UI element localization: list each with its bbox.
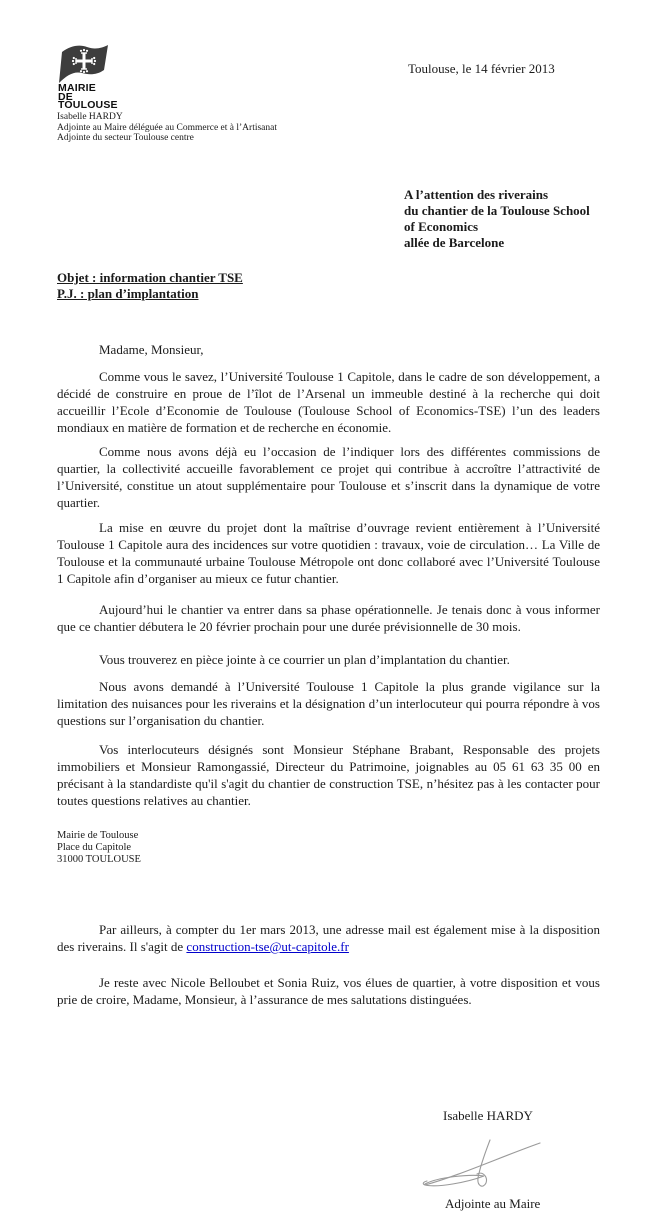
- address-line: 31000 TOULOUSE: [57, 854, 141, 865]
- recipient-line: of Economics: [404, 219, 479, 234]
- sender-title-1: Adjointe au Maire déléguée au Commerce et à l’Artisanat: [57, 122, 277, 133]
- paragraph-email: [57, 921, 600, 955]
- paragraph-1: Comme vous le savez, l’Université Toulouse 1 Capitole, dans le cadre de son développement, a décidé de construire en proue de l’îlot de l’Arsenal un immeuble destiné à la recherche qui doit accueillir l’Ecole d’Economie de Toulouse (Toulouse School of Economics-TSE) l’un des leaders mondiaux en matière de formation et de recherche en économie.: [57, 369, 600, 435]
- address-line: Place du Capitole: [57, 842, 132, 853]
- logo-word-de: DE: [58, 90, 73, 103]
- email-paragraph-text: Par ailleurs, à compter du 1er mars 2013, une adresse mail est également mise à la disposition des riverains. Il s'agit de: [57, 922, 600, 954]
- signature-name: Isabelle HARDY: [443, 1108, 533, 1123]
- paragraph-6: Nous avons demandé à l’Université Toulouse 1 Capitole la plus grande vigilance sur la limitation des nuisances pour les riverains et la désignation d’un interlocuteur qui pourra répondre à vos questions sur l’organisation du chantier.: [57, 679, 600, 728]
- recipient-line: A l’attention des riverains: [404, 187, 549, 202]
- salutation: Madame, Monsieur,: [99, 342, 204, 357]
- mairie-logo: [57, 44, 111, 84]
- sender-block: [57, 112, 277, 144]
- subject-objet: Objet : information chantier TSE: [57, 270, 243, 285]
- sender-name: Isabelle HARDY: [57, 112, 123, 122]
- contact-email-link[interactable]: construction-tse@ut-capitole.fr: [186, 939, 349, 954]
- mairie-logo-wordmark: [58, 84, 118, 110]
- recipient-line: du chantier de la Toulouse School: [404, 203, 590, 218]
- signature-title: Adjointe au Maire: [445, 1196, 541, 1211]
- paragraph-closing: Je reste avec Nicole Belloubet et Sonia Ruiz, vos élues de quartier, à votre disposition et vous prie de croire, Madame, Monsieur, à l’assurance de mes salutations distinguées.: [57, 975, 600, 1007]
- occitan-cross-flag-icon: [57, 44, 111, 84]
- logo-word-mairie: MAIRIE: [58, 82, 96, 94]
- recipient-block: [404, 187, 590, 251]
- paragraph-5: Vous trouverez en pièce jointe à ce courrier un plan d’implantation du chantier.: [99, 652, 510, 667]
- handwritten-signature-icon: [418, 1136, 546, 1194]
- subject-block: [57, 270, 243, 301]
- sender-title-2: Adjointe du secteur Toulouse centre: [57, 133, 194, 143]
- paragraph-3: La mise en œuvre du projet dont la maîtrise d’ouvrage revient entièrement à l’Université Toulouse 1 Capitole aura des incidences sur votre quotidien : travaux, voie de circulation… La Ville de Toulouse et la communauté urbaine Toulouse Métropole ont donc collaboré avec l’Université Toulouse 1 Capitole afin d’organiser au mieux ce futur chantier.: [57, 520, 600, 586]
- paragraph-7: Vos interlocuteurs désignés sont Monsieur Stéphane Brabant, Responsable des projets immobiliers et Monsieur Ramongassié, Directeur du Patrimoine, joignables au 05 61 63 35 00 en précisant à la standardiste qu'il s'agit du chantier de construction TSE, n’hésitez pas à les contacter pour toutes questions relatives au chantier.: [57, 742, 600, 808]
- subject-pj: P.J. : plan d’implantation: [57, 285, 199, 301]
- logo-word-toulouse: TOULOUSE: [58, 99, 118, 111]
- city-hall-address-block: [57, 830, 141, 866]
- date-line: Toulouse, le 14 février 2013: [408, 61, 555, 76]
- paragraph-2: Comme nous avons déjà eu l’occasion de l’indiquer lors des différentes commissions de quartier, la collectivité accueille favorablement ce projet qui contribue à accroître l’attractivité de l’Université, constitue un atout supplémentaire pour Toulouse et s’inscrit dans la dynamique de votre quartier.: [57, 444, 600, 510]
- address-line: Mairie de Toulouse: [57, 830, 139, 841]
- paragraph-4: Aujourd’hui le chantier va entrer dans sa phase opérationnelle. Je tenais donc à vous informer que ce chantier débutera le 20 février prochain pour une durée prévisionnelle de 30 mois.: [57, 602, 600, 634]
- recipient-line: allée de Barcelone: [404, 235, 505, 250]
